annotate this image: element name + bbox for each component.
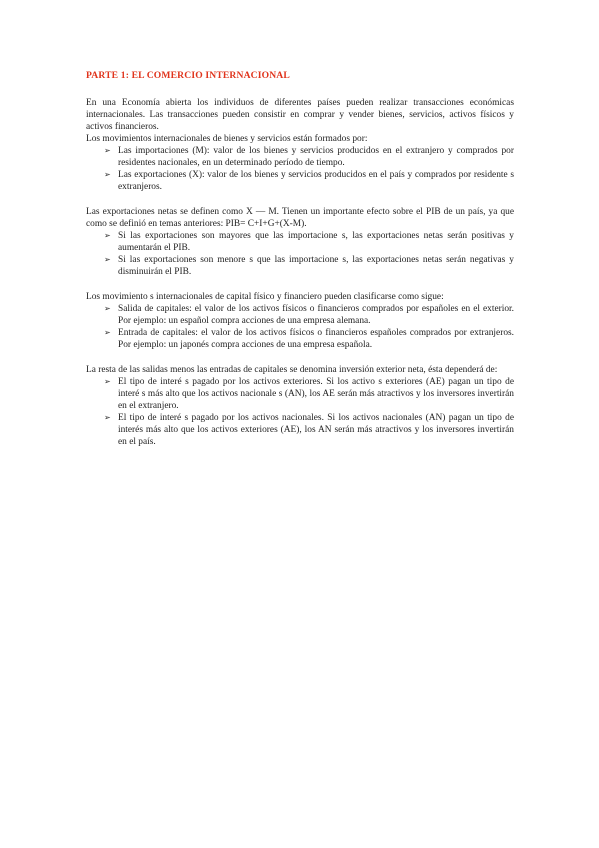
list-item-text: El tipo de interé s pagado por los activos nacionales. Si los activos nacionales (AN) pagan un tipo de interés más alto que los activos exteriores (AE), los AN serán más atractivos y los inversores invertirán en el país. [118, 413, 514, 447]
list-item [104, 303, 514, 327]
paragraph: Los movimientos internacionales de bienes y servicios están formados por: [86, 134, 368, 144]
list-item [104, 169, 514, 193]
bullet-list [86, 303, 514, 351]
list-item [104, 230, 514, 254]
sections-container [86, 97, 514, 448]
section-block [86, 291, 514, 351]
arrow-bullet-icon: ➢ [104, 304, 111, 313]
list-item-text: El tipo de interé s pagado por los activos exteriores. Si los activo s exteriores (AE) pagan un tipo de interé s más alto que los activos nacionale s (AN), los AE serán más atractivos y los inversores invertirán en el extranjero. [118, 377, 514, 411]
list-item [104, 327, 514, 351]
paragraph: En una Economía abierta los individuos de diferentes países pueden realizar transacciones económicas internacionales. Las transacciones pueden consistir en comprar y vender bienes, servicios, activos físicos y activos financieros. [86, 98, 514, 132]
arrow-bullet-icon: ➢ [104, 328, 111, 337]
arrow-bullet-icon: ➢ [104, 255, 111, 264]
list-item [104, 145, 514, 169]
list-item-text: Si las exportaciones son mayores que las importacione s, las exportaciones netas serán positivas y aumentarán el PIB. [118, 231, 514, 253]
arrow-bullet-icon: ➢ [104, 413, 111, 422]
paragraph: Las exportaciones netas se definen como X — M. Tienen un importante efecto sobre el PIB de un país, ya que como se definió en temas anteriores: PIB= C+I+G+(X-M). [86, 207, 514, 229]
arrow-bullet-icon: ➢ [104, 146, 111, 155]
list-item [104, 412, 514, 448]
bullet-list [86, 230, 514, 278]
list-item [104, 376, 514, 412]
list-item-text: Las exportaciones (X): valor de los bienes y servicios producidos en el país y comprados por residente s extranjeros. [118, 170, 514, 192]
section-block [86, 206, 514, 278]
arrow-bullet-icon: ➢ [104, 170, 111, 179]
list-item-text: Salida de capitales: el valor de los activos físicos o financieros comprados por españoles en el exterior. Por ejemplo: un español compra acciones de una empresa alemana. [118, 304, 514, 326]
bullet-list [86, 376, 514, 448]
paragraph: La resta de las salidas menos las entradas de capitales se denomina inversión exterior neta, ésta dependerá de: [86, 365, 498, 375]
list-item-text: Si las exportaciones son menore s que las importacione s, las exportaciones netas serán negativas y disminuirán el PIB. [118, 255, 514, 277]
section-block [86, 97, 514, 193]
list-item [104, 254, 514, 278]
arrow-bullet-icon: ➢ [104, 231, 111, 240]
document-body [86, 70, 514, 461]
section-heading: PARTE 1: EL COMERCIO INTERNACIONAL [86, 70, 290, 81]
list-item-text: Las importaciones (M): valor de los bienes y servicios producidos en el extranjero y comprados por residentes nacionales, en un determinado período de tiempo. [118, 146, 514, 168]
bullet-list [86, 145, 514, 193]
section-block [86, 364, 514, 448]
paragraph: Los movimiento s internacionales de capital físico y financiero pueden clasificarse como sigue: [86, 292, 444, 302]
arrow-bullet-icon: ➢ [104, 377, 111, 386]
list-item-text: Entrada de capitales: el valor de los activos físicos o financieros españoles comprados por extranjeros. Por ejemplo: un japonés compra acciones de una empresa española. [118, 328, 514, 350]
